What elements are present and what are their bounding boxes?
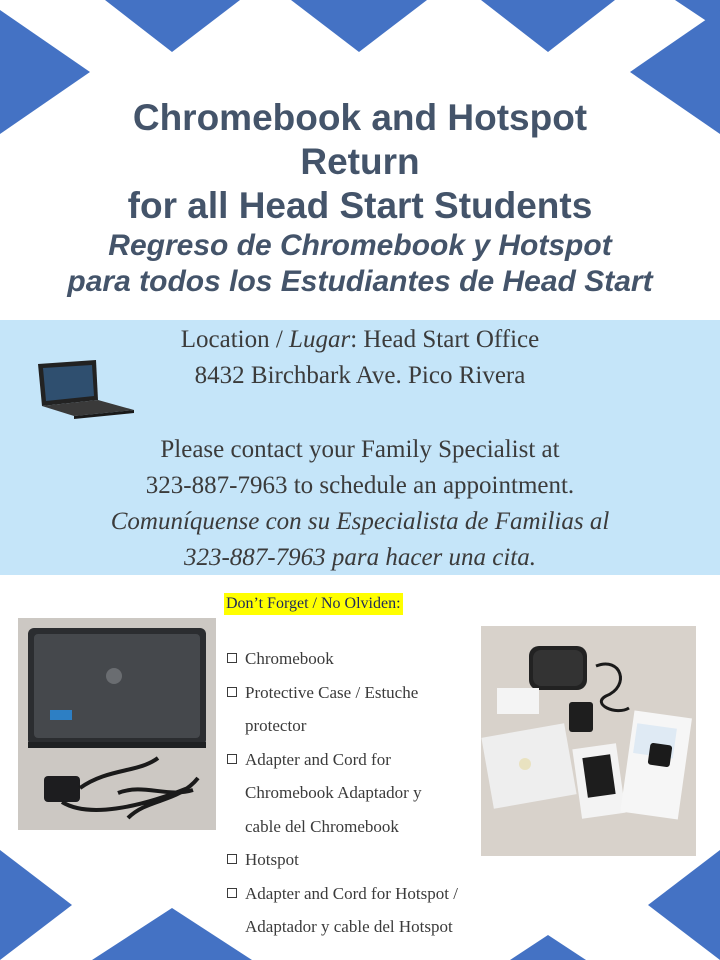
list-item: Chromebook	[224, 642, 484, 676]
chromebook-photo	[18, 618, 216, 830]
checkbox-icon	[227, 687, 237, 697]
triangle-top-2	[291, 0, 427, 52]
triangle-top-1	[105, 0, 240, 52]
triangle-right-bottom	[648, 850, 720, 960]
location-line: Location / Lugar: Head Start Office	[180, 326, 540, 353]
list-item: Adapter and Cord for Chromebook Adaptador y cable del Chromebook	[224, 743, 484, 844]
address-line: 8432 Birchbark Ave. Pico Rivera	[194, 362, 526, 389]
checklist-heading: Don’t Forget / No Olviden:	[224, 593, 403, 615]
checkbox-icon	[227, 854, 237, 864]
list-item: Protective Case / Estuche protector	[224, 676, 484, 743]
checkbox-icon	[227, 888, 237, 898]
contact-block: Please contact your Family Specialist at 323-887-7963 to schedule an appointment. Comuníquense con su Especialista de Familias al 323-887-7963 para hacer una cita.	[110, 436, 610, 571]
checkbox-icon	[227, 754, 237, 764]
title-spanish: Regreso de Chromebook y Hotspot para todos los Estudiantes de Head Start	[67, 229, 653, 298]
triangle-top-3	[481, 0, 615, 52]
hotspot-photo	[481, 626, 696, 856]
checkbox-icon	[227, 653, 237, 663]
location-block	[0, 322, 720, 394]
list-item: Adapter and Cord for Hotspot / Adaptador y cable del Hotspot	[224, 877, 484, 944]
checklist	[224, 642, 484, 944]
title-english: Chromebook and Hotspot Return for all Head Start Students	[127, 97, 593, 226]
triangle-left-bottom	[0, 850, 72, 960]
list-item: Hotspot	[224, 843, 484, 877]
triangle-bottom-3	[510, 935, 586, 960]
